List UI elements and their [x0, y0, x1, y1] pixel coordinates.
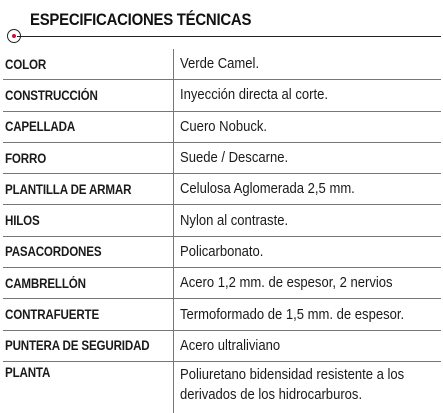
spec-row-capellada: [3, 111, 441, 142]
spec-value-line1: Poliuretano bidensidad resistente a los: [180, 366, 405, 383]
spec-label: PASACORDONES: [5, 244, 102, 260]
spec-value: Inyección directa al corte.: [180, 87, 328, 104]
title-underline: [17, 36, 441, 37]
spec-value: Policarbonato.: [180, 243, 264, 260]
spec-value: Celulosa Aglomerada 2,5 mm.: [180, 181, 355, 198]
spec-value: Acero ultraliviano: [180, 337, 281, 354]
spec-row-hilos: [3, 205, 441, 236]
spec-row-forro: [3, 142, 441, 173]
specifications-table: [3, 49, 441, 413]
spec-label: FORRO: [5, 150, 47, 166]
spec-value: Cuero Nobuck.: [180, 118, 268, 135]
spec-label: CAPELLADA: [5, 119, 76, 135]
spec-value: Verde Camel.: [180, 56, 260, 73]
spec-label: CONSTRUCCIÓN: [5, 87, 98, 103]
spec-row-puntera: [3, 330, 441, 361]
spec-row-cambrellon: [3, 268, 441, 299]
spec-label: PLANTILLA DE ARMAR: [5, 181, 132, 197]
spec-row-construccion: [3, 80, 441, 111]
section-title: ESPECIFICACIONES TÉCNICAS: [30, 10, 252, 29]
spec-label: PLANTA: [5, 364, 51, 380]
spec-row-contrafuerte: [3, 299, 441, 330]
spec-value: Suede / Descarne.: [180, 150, 289, 167]
spec-value: Acero 1,2 mm. de espesor, 2 nervios: [180, 275, 393, 292]
spec-value-line2: derivados de los hidrocarburos.: [180, 386, 363, 403]
section-header: [0, 0, 443, 44]
spec-label: CONTRAFUERTE: [5, 307, 100, 323]
spec-label: CAMBRELLÓN: [5, 275, 86, 291]
spec-label: HILOS: [5, 213, 40, 229]
spec-row-pasacordones: [3, 236, 441, 267]
spec-label: COLOR: [5, 56, 47, 72]
spec-label: PUNTERA DE SEGURIDAD: [5, 338, 150, 354]
spec-row-planta: [3, 361, 441, 413]
spec-row-color: [3, 49, 441, 80]
spec-value: Nylon al contraste.: [180, 212, 289, 229]
spec-value: Termoformado de 1,5 mm. de espesor.: [180, 306, 405, 323]
spec-row-plantilla: [3, 174, 441, 205]
